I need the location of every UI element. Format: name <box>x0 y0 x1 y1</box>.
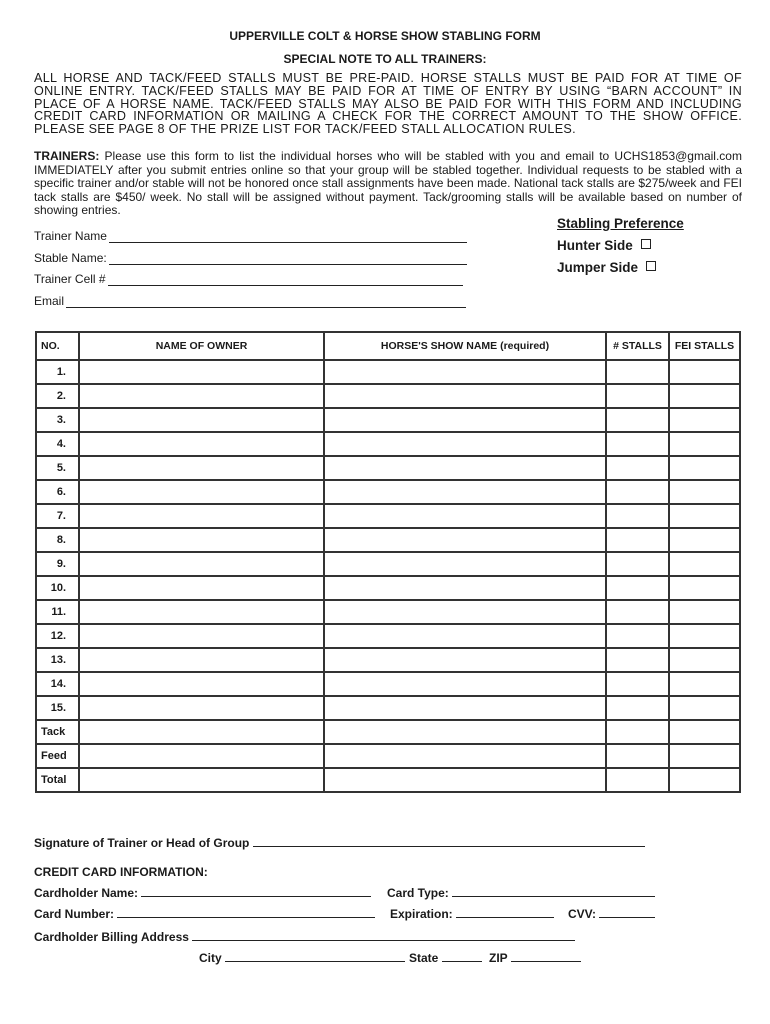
horse-name-cell[interactable] <box>324 576 606 600</box>
trainer-cell-label: Trainer Cell # <box>34 272 106 286</box>
stalls-cell[interactable] <box>606 480 669 504</box>
row-label: Tack <box>36 720 79 744</box>
cvv-field[interactable] <box>568 907 655 921</box>
signature-label: Signature of Trainer or Head of Group <box>34 836 250 850</box>
form-title: UPPERVILLE COLT & HORSE SHOW STABLING FORM <box>229 29 541 43</box>
billing-address-field[interactable] <box>34 930 575 944</box>
table-row <box>36 768 740 792</box>
signature-line[interactable] <box>253 836 645 847</box>
horse-name-cell[interactable] <box>324 408 606 432</box>
cardholder-name-line[interactable] <box>141 886 371 897</box>
table-row <box>36 408 740 432</box>
fei-stalls-cell[interactable] <box>669 600 740 624</box>
row-label: Feed <box>36 744 79 768</box>
row-label: 11. <box>36 600 79 624</box>
horse-name-cell[interactable] <box>324 600 606 624</box>
stalls-cell[interactable] <box>606 672 669 696</box>
cvv-line[interactable] <box>599 907 655 918</box>
horse-name-cell[interactable] <box>324 744 606 768</box>
fei-stalls-cell[interactable] <box>669 456 740 480</box>
row-label: 5. <box>36 456 79 480</box>
owner-cell[interactable] <box>79 744 324 768</box>
owner-cell[interactable] <box>79 504 324 528</box>
card-number-field[interactable] <box>34 907 375 921</box>
horse-name-cell[interactable] <box>324 528 606 552</box>
owner-cell[interactable] <box>79 648 324 672</box>
jumper-side-option[interactable] <box>557 260 656 275</box>
horse-name-cell[interactable] <box>324 672 606 696</box>
row-label: 12. <box>36 624 79 648</box>
table-row <box>36 744 740 768</box>
fei-stalls-cell[interactable] <box>669 672 740 696</box>
owner-cell[interactable] <box>79 672 324 696</box>
row-label: 1. <box>36 360 79 384</box>
owner-cell[interactable] <box>79 600 324 624</box>
row-label: 8. <box>36 528 79 552</box>
jumper-side-checkbox[interactable] <box>646 261 656 271</box>
fei-stalls-cell[interactable] <box>669 648 740 672</box>
owner-cell[interactable] <box>79 552 324 576</box>
col-header-stalls: # STALLS <box>606 332 669 360</box>
notice-text: ALL HORSE AND TACK/FEED STALLS MUST BE PRE-PAID. HORSE STALLS MUST BE PAID FOR AT TIME OF ONLINE ENTRY. TACK/FEED STALLS MAY BE PAID FOR AT TIME OF ENTRY BY USING “BARN ACCOUNT” IN PLACE OF A HORSE NAME. TACK/FEED STALLS MAY ALSO BE PAID FOR WITH THIS FORM AND INCLUDING CREDIT CARD INFORMATION OR MAILING A CHECK FOR THE CORRECT AMOUNT TO THE SHOW OFFICE. PLEASE SEE PAGE 8 OF THE PRIZE LIST FOR TACK/FEED STALL ALLOCATION RULES. <box>34 71 742 137</box>
cvv-label: CVV: <box>568 907 597 921</box>
table-row <box>36 456 740 480</box>
cardholder-name-label: Cardholder Name: <box>34 886 139 900</box>
stable-name-line[interactable] <box>109 253 467 265</box>
table-row <box>36 432 740 456</box>
stabling-table <box>35 331 741 793</box>
horse-name-cell[interactable] <box>324 696 606 720</box>
jumper-side-label: Jumper Side <box>557 260 639 275</box>
row-label: 15. <box>36 696 79 720</box>
horse-name-cell[interactable] <box>324 552 606 576</box>
hunter-side-option[interactable] <box>557 238 651 253</box>
horse-name-cell[interactable] <box>324 456 606 480</box>
owner-cell[interactable] <box>79 576 324 600</box>
owner-cell[interactable] <box>79 360 324 384</box>
city-label: City <box>199 951 222 965</box>
expiration-line[interactable] <box>456 907 554 918</box>
trainers-text: Please use this form to list the individual horses who will be stabled with you and email to UCHS1853@gmail.com IMMEDIATELY after you submit entries online so that your group will be stabled together. Individual requests to be stabled with a specific trainer and/or stable will not be honored once stall assignments have been made. National tack stalls are $275/week and FEI tack stalls are $450/ week. No stall will be assigned without payment. Tack/grooming stalls will be available based on number of showing entries. <box>34 149 742 217</box>
table-row <box>36 552 740 576</box>
trainer-name-field[interactable] <box>34 229 467 243</box>
stable-name-label: Stable Name: <box>34 251 107 265</box>
stalls-cell[interactable] <box>606 624 669 648</box>
fei-stalls-cell[interactable] <box>669 552 740 576</box>
col-header-no: NO. <box>36 332 79 360</box>
horse-name-cell[interactable] <box>324 648 606 672</box>
row-label: 13. <box>36 648 79 672</box>
row-label: 9. <box>36 552 79 576</box>
email-label: Email <box>34 294 65 308</box>
fei-stalls-cell[interactable] <box>669 360 740 384</box>
owner-cell[interactable] <box>79 696 324 720</box>
stalls-cell[interactable] <box>606 696 669 720</box>
stalls-cell[interactable] <box>606 384 669 408</box>
table-header-row <box>36 332 740 360</box>
stalls-cell[interactable] <box>606 456 669 480</box>
col-header-horse: HORSE'S SHOW NAME (required) <box>324 332 606 360</box>
stalls-cell[interactable] <box>606 504 669 528</box>
owner-cell[interactable] <box>79 768 324 792</box>
horse-name-cell[interactable] <box>324 480 606 504</box>
stable-name-field[interactable] <box>34 251 467 265</box>
expiration-field[interactable] <box>390 907 554 921</box>
table-row <box>36 480 740 504</box>
fei-stalls-cell[interactable] <box>669 720 740 744</box>
billing-address-line[interactable] <box>192 930 575 941</box>
table-row <box>36 384 740 408</box>
state-line[interactable] <box>442 951 482 962</box>
horse-name-cell[interactable] <box>324 360 606 384</box>
horse-name-cell[interactable] <box>324 624 606 648</box>
city-field[interactable] <box>199 951 405 965</box>
row-label: 7. <box>36 504 79 528</box>
stalls-cell[interactable] <box>606 360 669 384</box>
horse-name-cell[interactable] <box>324 720 606 744</box>
stalls-cell[interactable] <box>606 720 669 744</box>
row-label: 4. <box>36 432 79 456</box>
card-number-label: Card Number: <box>34 907 115 921</box>
horse-name-cell[interactable] <box>324 384 606 408</box>
fei-stalls-cell[interactable] <box>669 504 740 528</box>
table-row <box>36 720 740 744</box>
fei-stalls-cell[interactable] <box>669 696 740 720</box>
trainer-cell-field[interactable] <box>34 272 463 286</box>
table-row <box>36 576 740 600</box>
fei-stalls-cell[interactable] <box>669 744 740 768</box>
cardholder-name-field[interactable] <box>34 886 371 900</box>
table-row <box>36 696 740 720</box>
fei-stalls-cell[interactable] <box>669 408 740 432</box>
fei-stalls-cell[interactable] <box>669 624 740 648</box>
horse-name-cell[interactable] <box>324 504 606 528</box>
billing-address-label: Cardholder Billing Address <box>34 930 189 944</box>
fei-stalls-cell[interactable] <box>669 768 740 792</box>
expiration-label: Expiration: <box>390 907 453 921</box>
owner-cell[interactable] <box>79 720 324 744</box>
stalls-cell[interactable] <box>606 576 669 600</box>
stalls-cell[interactable] <box>606 552 669 576</box>
table-row <box>36 648 740 672</box>
owner-cell[interactable] <box>79 432 324 456</box>
fei-stalls-cell[interactable] <box>669 432 740 456</box>
trainers-label: TRAINERS: <box>34 149 100 163</box>
card-type-field[interactable] <box>387 886 655 900</box>
stalls-cell[interactable] <box>606 768 669 792</box>
stalls-cell[interactable] <box>606 528 669 552</box>
city-line[interactable] <box>225 951 405 962</box>
zip-field[interactable] <box>489 951 581 965</box>
stalls-cell[interactable] <box>606 648 669 672</box>
stabling-preference-heading: Stabling Preference <box>557 216 684 231</box>
stalls-cell[interactable] <box>606 408 669 432</box>
email-field[interactable] <box>34 294 466 308</box>
owner-cell[interactable] <box>79 456 324 480</box>
state-field[interactable] <box>409 951 482 965</box>
horse-name-cell[interactable] <box>324 432 606 456</box>
hunter-side-checkbox[interactable] <box>641 239 651 249</box>
card-type-line[interactable] <box>452 886 655 897</box>
fei-stalls-cell[interactable] <box>669 576 740 600</box>
stalls-cell[interactable] <box>606 600 669 624</box>
table-row <box>36 360 740 384</box>
card-type-label: Card Type: <box>387 886 449 900</box>
stalls-cell[interactable] <box>606 432 669 456</box>
row-label: 10. <box>36 576 79 600</box>
hunter-side-label: Hunter Side <box>557 238 633 253</box>
table-row <box>36 624 740 648</box>
trainers-paragraph <box>34 150 742 218</box>
email-line[interactable] <box>66 296 466 308</box>
credit-heading: CREDIT CARD INFORMATION: <box>34 865 208 879</box>
table-row <box>36 504 740 528</box>
zip-label: ZIP <box>489 951 508 965</box>
col-header-fei: FEI STALLS <box>669 332 740 360</box>
col-header-owner: NAME OF OWNER <box>79 332 324 360</box>
state-label: State <box>409 951 439 965</box>
signature-field[interactable] <box>34 836 645 850</box>
fei-stalls-cell[interactable] <box>669 384 740 408</box>
zip-line[interactable] <box>511 951 581 962</box>
owner-cell[interactable] <box>79 384 324 408</box>
row-label: 6. <box>36 480 79 504</box>
row-label: Total <box>36 768 79 792</box>
table-row <box>36 672 740 696</box>
trainer-name-line[interactable] <box>109 231 467 243</box>
stalls-cell[interactable] <box>606 744 669 768</box>
fei-stalls-cell[interactable] <box>669 528 740 552</box>
table-row <box>36 528 740 552</box>
fei-stalls-cell[interactable] <box>669 480 740 504</box>
owner-cell[interactable] <box>79 528 324 552</box>
owner-cell[interactable] <box>79 408 324 432</box>
row-label: 14. <box>36 672 79 696</box>
card-number-line[interactable] <box>117 907 375 918</box>
owner-cell[interactable] <box>79 480 324 504</box>
row-label: 2. <box>36 384 79 408</box>
row-label: 3. <box>36 408 79 432</box>
trainer-name-label: Trainer Name <box>34 229 107 243</box>
table-row <box>36 600 740 624</box>
form-subtitle: SPECIAL NOTE TO ALL TRAINERS: <box>283 52 487 66</box>
trainer-cell-line[interactable] <box>108 274 463 286</box>
horse-name-cell[interactable] <box>324 768 606 792</box>
owner-cell[interactable] <box>79 624 324 648</box>
